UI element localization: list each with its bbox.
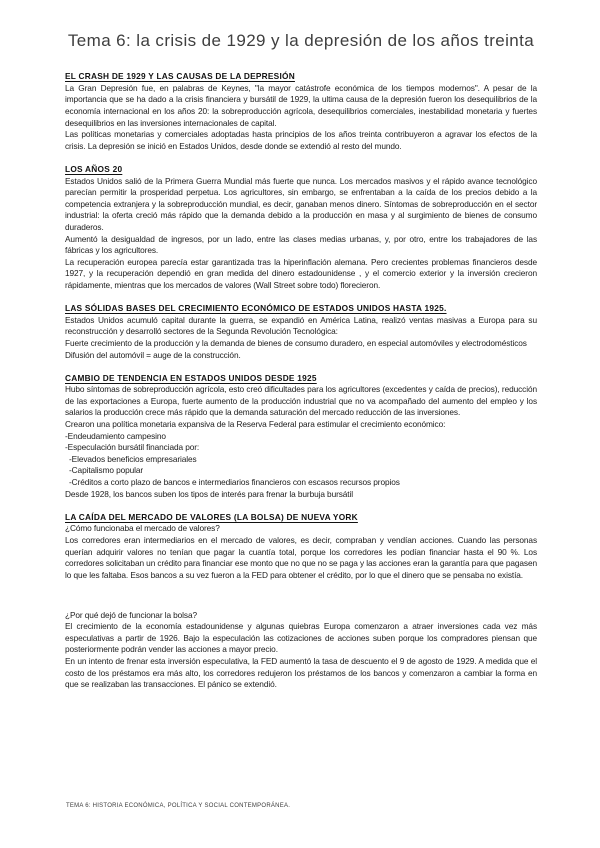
list-item: -Elevados beneficios empresariales [69, 453, 197, 464]
paragraph: Hubo síntomas de sobreproducción agrícola, esto creó dificultades para los agricultores (excedentes y caída de precios), reducción de las exportaciones a Europa, fuerte aumento de la producción industrial que no va acompañado del aumento del empleo y los salarios la producción crece más rápido que la demanda saturación del mercado reducción de las inversiones. [65, 384, 537, 418]
document-section [65, 303, 537, 361]
list-item: -Créditos a corto plazo de bancos e intermediarios financieros con escasos recursos propios [69, 477, 400, 488]
section-heading: EL CRASH DE 1929 Y LAS CAUSAS DE LA DEPRESIÓN [65, 71, 295, 82]
paragraph: Aumentó la desigualdad de ingresos, por un lado, entre las clases medias urbanas, y, por otro, entre los trabajadores de las fábricas y los agricultores. [65, 233, 537, 256]
document-section [65, 373, 537, 501]
document-section [65, 512, 537, 691]
paragraph: Los corredores eran intermediarios en el mercado de valores, es decir, compraban y vendían acciones. Cuando las personas querían adquirir valores no tenían que pagar la cuantía total, porque los corredores les podían financiar hasta el 90 %. Los corredores solicitaban un crédito para financiar ese monto que no que no se paga y las acciones eran la garantía para que pagasen lo que les faltaba. Esos bancos a su vez fueron a la FED para obtener el crédito, por lo que el dinero que se pensaba no existía. [65, 535, 537, 580]
paragraph: ¿Por qué dejó de funcionar la bolsa? [65, 609, 198, 620]
section-heading: CAMBIO DE TENDENCIA EN ESTADOS UNIDOS DESDE 1925 [65, 372, 317, 383]
paragraph: El crecimiento de la economía estadounidense y algunas quiebras Europa comenzaron a atraer inversiones cada vez más especulativas a partir de 1926. Bajo la especulación las cotizaciones de acciones suben porque los compradores piensan que posteriormente podrán vender las acciones a mayor precio. [65, 621, 537, 655]
page-title: Tema 6: la crisis de 1929 y la depresión de los años treinta [67, 31, 535, 50]
paragraph: Estados Unidos salió de la Primera Guerra Mundial más fuerte que nunca. Los mercados masivos y el rápido avance tecnológico parecían permitir la prosperidad perpetua. Los agricultores, sin embargo, se enfrentaban a la caída de los precios debido a la competencia extranjera y la sobreproducción mundial, es decir, ganaban menos dinero. Síntomas de sobreproducción en el sector industrial: la oferta creció más rápido que la demanda debido a la producción en masa y al surgimiento de bienes de consumo duraderos. [65, 175, 537, 232]
paragraph: La Gran Depresión fue, en palabras de Keynes, "la mayor catástrofe económica de los tiempos modernos". A pesar de la importancia que se ha dado a la crisis financiera y bursátil de 1929, la ultima causa de la depresión fueron los desequilibrios de la economía internacional en los años 20: la sobreproducción agrícola, desequilibrios comerciales, inestabilidad monetaria y fuertes desequilibrios en las inversiones internacionales de capital. [65, 82, 537, 128]
page-footer: TEMA 6: HISTORIA ECONÓMICA, POLÍTICA Y SOCIAL CONTEMPORÁNEA. [66, 803, 291, 809]
list-item: -Capitalismo popular [69, 465, 144, 476]
paragraph: Las políticas monetarias y comerciales adoptadas hasta principios de los años treinta contribuyeron a agravar los efectos de la crisis. La depresión se inició en Estados Unidos, desde donde se extendió al resto del mundo. [65, 129, 537, 151]
paragraph: La recuperación europea parecía estar garantizada tras la hiperinflación alemana. Pero crecientes problemas financieros desde 1927, y la recuperación dependió en gran medida del dinero estadounidense , y el comercio exterior y la inversión crecieron rápidamente, mientras que los mercados de valores (Wall Street sobre todo) florecieron. [65, 256, 537, 290]
document-section [65, 164, 537, 292]
paragraph: Difusión del automóvil = auge de la construcción. [65, 349, 241, 360]
paragraph: ¿Cómo funcionaba el mercado de valores? [65, 523, 220, 534]
paragraph: Desde 1928, los bancos suben los tipos de interés para frenar la burbuja bursátil [65, 488, 354, 499]
paragraph: Crearon una política monetaria expansiva de la Reserva Federal para estimular el crecimiento económico: [65, 419, 446, 430]
document-section [65, 71, 537, 152]
document-body [65, 71, 537, 690]
section-heading: LOS AÑOS 20 [65, 164, 123, 174]
section-heading: LAS SÓLIDAS BASES DEL CRECIMIENTO ECONÓMICO DE ESTADOS UNIDOS HASTA 1925. [65, 303, 447, 314]
paragraph: Estados Unidos acumuló capital durante la guerra, se expandió en América Latina, realizó ventas masivas a Europa para su reconstrucción y desarrolló sectores de la Segunda Revolución Tecnológica: [65, 314, 537, 337]
blank-line [65, 590, 537, 602]
section-heading: LA CAÍDA DEL MERCADO DE VALORES (LA BOLSA) DE NUEVA YORK [65, 511, 358, 522]
list-item: -Especulación bursátil financiada por: [65, 442, 200, 453]
list-item: -Endeudamiento campesino [65, 430, 166, 441]
paragraph: Fuerte crecimiento de la producción y la demanda de bienes de consumo duradero, en especial automóviles y electrodomésticos [65, 337, 527, 348]
paragraph: En un intento de frenar esta inversión especulativa, la FED aumentó la tasa de descuento el 9 de agosto de 1929. A medida que el costo de los préstamos era más alto, los corredores redujeron los préstamos de los bancos y comenzaron a cambiar la forma en que se realizaban las transacciones. El pánico se extendió. [65, 655, 537, 690]
